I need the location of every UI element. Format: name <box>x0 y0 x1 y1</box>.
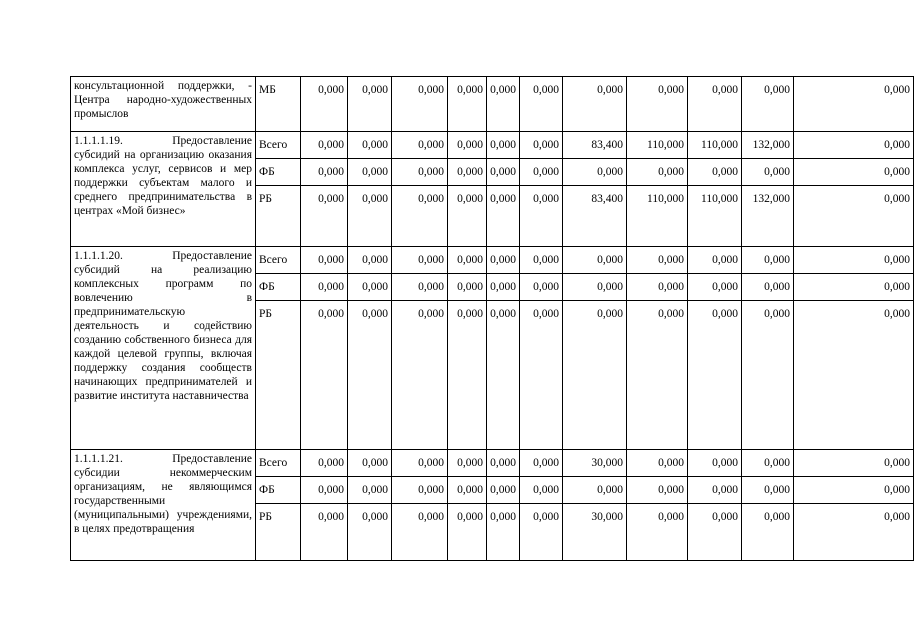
amount-cell: 0,000 <box>520 132 563 159</box>
amount-cell: 0,000 <box>627 450 688 477</box>
amount-cell: 0,000 <box>520 477 563 504</box>
amount-cell: 0,000 <box>688 77 742 132</box>
amount-cell: 0,000 <box>742 301 794 450</box>
amount-cell: 0,000 <box>487 186 520 247</box>
amount-cell: 0,000 <box>563 247 627 274</box>
amount-cell: 0,000 <box>688 159 742 186</box>
amount-cell: 0,000 <box>487 301 520 450</box>
table-row <box>71 247 914 274</box>
amount-cell: 0,000 <box>742 504 794 561</box>
amount-cell: 0,000 <box>794 477 914 504</box>
amount-cell: 0,000 <box>392 504 448 561</box>
amount-cell: 0,000 <box>392 247 448 274</box>
amount-cell: 0,000 <box>794 301 914 450</box>
amount-cell: 0,000 <box>794 274 914 301</box>
amount-cell: 0,000 <box>348 274 392 301</box>
activity-description: 1.1.1.1.19. Предоставление субсидий на организацию оказания комплекса услуг, сервисов и мер поддержки субъектам малого и среднего предпринимательства в центрах «Мой бизнес» <box>71 132 256 247</box>
amount-cell: 0,000 <box>688 247 742 274</box>
amount-cell: 0,000 <box>794 186 914 247</box>
amount-cell: 0,000 <box>742 450 794 477</box>
amount-cell: 0,000 <box>301 159 348 186</box>
amount-cell: 0,000 <box>487 504 520 561</box>
amount-cell: 0,000 <box>563 77 627 132</box>
funding-source: ФБ <box>256 477 301 504</box>
amount-cell: 0,000 <box>448 159 487 186</box>
amount-cell: 83,400 <box>563 186 627 247</box>
amount-cell: 0,000 <box>627 477 688 504</box>
amount-cell: 0,000 <box>448 274 487 301</box>
amount-cell: 0,000 <box>301 132 348 159</box>
activity-description: 1.1.1.1.20. Предоставление субсидий на реализацию комплексных программ по вовлечению в предпринимательскую деятельность и содействию созданию собственного бизнеса для каждой целевой группы, включая поддержку создания сообществ начинающих предпринимателей и развитие института наставничества <box>71 247 256 450</box>
amount-cell: 0,000 <box>301 450 348 477</box>
amount-cell: 0,000 <box>688 504 742 561</box>
amount-cell: 0,000 <box>520 186 563 247</box>
amount-cell: 0,000 <box>688 477 742 504</box>
funding-source: ФБ <box>256 159 301 186</box>
amount-cell: 0,000 <box>627 504 688 561</box>
amount-cell: 0,000 <box>392 77 448 132</box>
funding-source: Всего <box>256 132 301 159</box>
amount-cell: 0,000 <box>794 450 914 477</box>
amount-cell: 0,000 <box>392 450 448 477</box>
amount-cell: 0,000 <box>520 247 563 274</box>
amount-cell: 0,000 <box>448 77 487 132</box>
amount-cell: 0,000 <box>563 477 627 504</box>
amount-cell: 0,000 <box>794 159 914 186</box>
amount-cell: 0,000 <box>520 450 563 477</box>
funding-source: РБ <box>256 186 301 247</box>
amount-cell: 30,000 <box>563 450 627 477</box>
amount-cell: 0,000 <box>301 77 348 132</box>
amount-cell: 0,000 <box>301 477 348 504</box>
amount-cell: 0,000 <box>563 159 627 186</box>
amount-cell: 0,000 <box>794 504 914 561</box>
table-row <box>71 132 914 159</box>
amount-cell: 110,000 <box>688 186 742 247</box>
amount-cell: 110,000 <box>627 132 688 159</box>
amount-cell: 0,000 <box>348 247 392 274</box>
funding-source: Всего <box>256 247 301 274</box>
amount-cell: 0,000 <box>348 450 392 477</box>
amount-cell: 0,000 <box>392 477 448 504</box>
amount-cell: 132,000 <box>742 186 794 247</box>
amount-cell: 0,000 <box>794 247 914 274</box>
amount-cell: 0,000 <box>392 274 448 301</box>
funding-source: МБ <box>256 77 301 132</box>
amount-cell: 83,400 <box>563 132 627 159</box>
amount-cell: 0,000 <box>520 274 563 301</box>
amount-cell: 0,000 <box>627 159 688 186</box>
amount-cell: 0,000 <box>348 504 392 561</box>
amount-cell: 0,000 <box>448 132 487 159</box>
amount-cell: 0,000 <box>392 301 448 450</box>
amount-cell: 0,000 <box>348 477 392 504</box>
amount-cell: 0,000 <box>487 77 520 132</box>
amount-cell: 0,000 <box>392 159 448 186</box>
amount-cell: 0,000 <box>742 159 794 186</box>
funding-source: РБ <box>256 504 301 561</box>
amount-cell: 0,000 <box>348 132 392 159</box>
amount-cell: 0,000 <box>742 477 794 504</box>
amount-cell: 0,000 <box>563 301 627 450</box>
amount-cell: 132,000 <box>742 132 794 159</box>
amount-cell: 110,000 <box>627 186 688 247</box>
table-row <box>71 77 914 132</box>
amount-cell: 0,000 <box>520 77 563 132</box>
amount-cell: 0,000 <box>520 504 563 561</box>
amount-cell: 0,000 <box>348 301 392 450</box>
activity-description: 1.1.1.1.21. Предоставление субсидии некоммерческим организациям, не являющимся государственными (муниципальными) учреждениями, в целях предотвращения <box>71 450 256 561</box>
amount-cell: 0,000 <box>742 247 794 274</box>
funding-source: Всего <box>256 450 301 477</box>
table-body <box>71 77 914 561</box>
amount-cell: 0,000 <box>448 247 487 274</box>
amount-cell: 0,000 <box>392 186 448 247</box>
amount-cell: 0,000 <box>301 274 348 301</box>
amount-cell: 0,000 <box>794 77 914 132</box>
table-row <box>71 450 914 477</box>
amount-cell: 110,000 <box>688 132 742 159</box>
amount-cell: 0,000 <box>487 247 520 274</box>
amount-cell: 0,000 <box>448 450 487 477</box>
amount-cell: 0,000 <box>392 132 448 159</box>
amount-cell: 0,000 <box>301 504 348 561</box>
amount-cell: 30,000 <box>563 504 627 561</box>
amount-cell: 0,000 <box>688 301 742 450</box>
amount-cell: 0,000 <box>348 159 392 186</box>
amount-cell: 0,000 <box>742 274 794 301</box>
amount-cell: 0,000 <box>742 77 794 132</box>
amount-cell: 0,000 <box>348 186 392 247</box>
amount-cell: 0,000 <box>520 159 563 186</box>
amount-cell: 0,000 <box>448 477 487 504</box>
amount-cell: 0,000 <box>688 450 742 477</box>
amount-cell: 0,000 <box>301 247 348 274</box>
activity-description: консультационной поддержки, - Центра народно-художественных промыслов <box>71 77 256 132</box>
amount-cell: 0,000 <box>487 132 520 159</box>
amount-cell: 0,000 <box>627 274 688 301</box>
amount-cell: 0,000 <box>448 186 487 247</box>
amount-cell: 0,000 <box>348 77 392 132</box>
amount-cell: 0,000 <box>487 274 520 301</box>
amount-cell: 0,000 <box>301 301 348 450</box>
amount-cell: 0,000 <box>627 77 688 132</box>
funding-source: РБ <box>256 301 301 450</box>
amount-cell: 0,000 <box>688 274 742 301</box>
funding-source: ФБ <box>256 274 301 301</box>
amount-cell: 0,000 <box>487 477 520 504</box>
amount-cell: 0,000 <box>487 450 520 477</box>
amount-cell: 0,000 <box>301 186 348 247</box>
amount-cell: 0,000 <box>448 301 487 450</box>
amount-cell: 0,000 <box>520 301 563 450</box>
amount-cell: 0,000 <box>627 301 688 450</box>
amount-cell: 0,000 <box>563 274 627 301</box>
amount-cell: 0,000 <box>794 132 914 159</box>
amount-cell: 0,000 <box>487 159 520 186</box>
budget-table <box>70 76 914 561</box>
amount-cell: 0,000 <box>448 504 487 561</box>
amount-cell: 0,000 <box>627 247 688 274</box>
